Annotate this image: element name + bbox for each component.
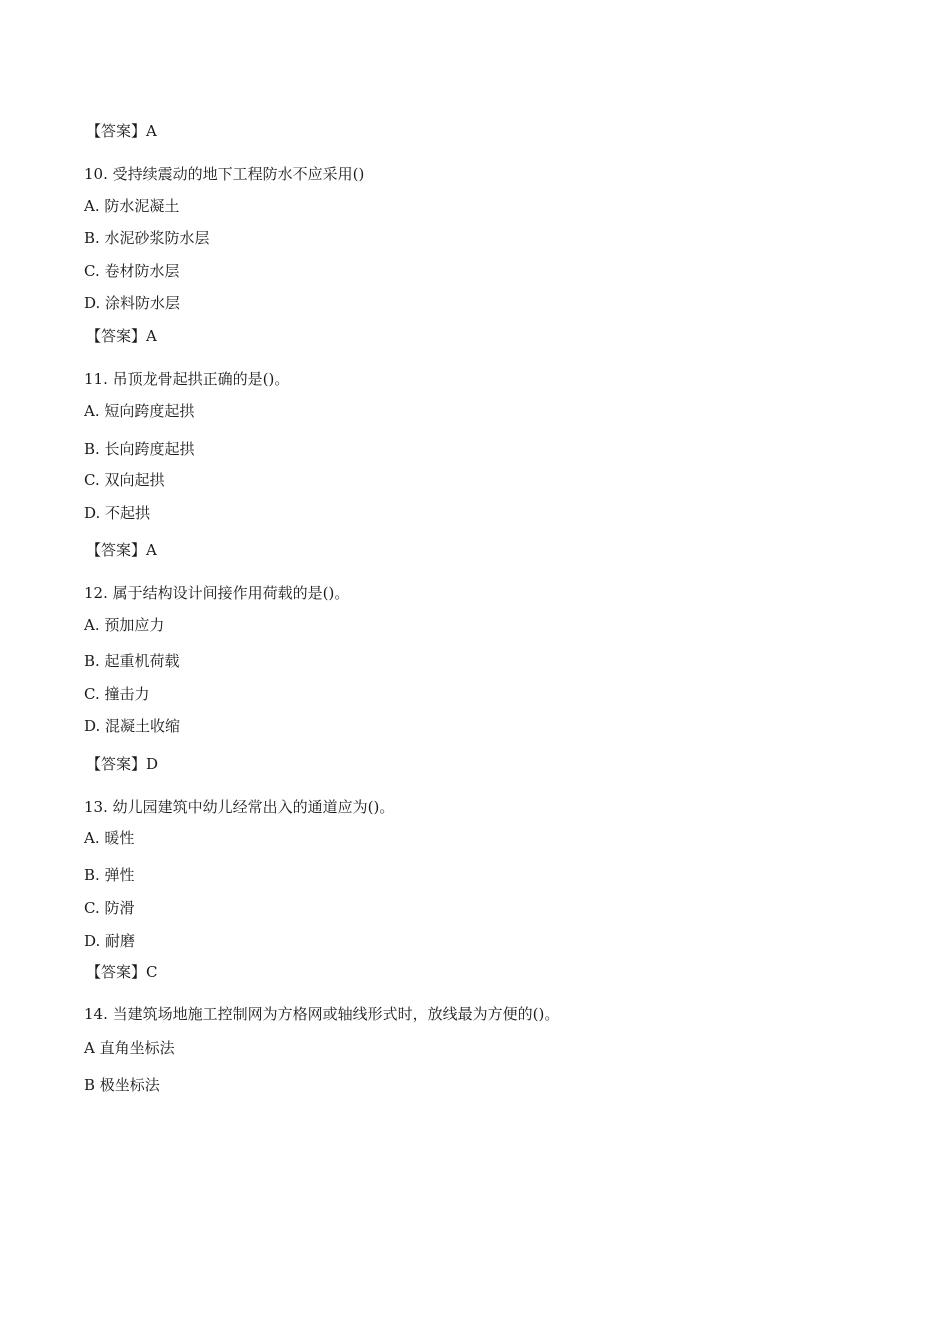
question-text: 10. 受持续震动的地下工程防水不应采用()	[84, 165, 365, 183]
answer-line: 【答案】A	[86, 122, 157, 140]
question-text: 11. 吊顶龙骨起拱正确的是()。	[84, 370, 290, 388]
answer-line: 【答案】C	[86, 963, 158, 981]
option-text: C. 防滑	[84, 899, 135, 917]
option-text: D. 耐磨	[84, 932, 136, 950]
option-text: C. 撞击力	[84, 685, 150, 703]
option-text: A. 暖性	[84, 829, 135, 847]
option-text: D. 涂料防水层	[84, 294, 181, 312]
option-text: A 直角坐标法	[84, 1039, 175, 1057]
question-text: 12. 属于结构设计间接作用荷载的是()。	[84, 584, 350, 602]
question-text: 14. 当建筑场地施工控制网为方格网或轴线形式时，放线最为方便的()。	[84, 1005, 560, 1023]
option-text: B. 水泥砂浆防水层	[84, 229, 210, 247]
option-text: B. 起重机荷载	[84, 652, 180, 670]
option-text: B 极坐标法	[84, 1076, 160, 1094]
option-text: D. 不起拱	[84, 504, 151, 522]
option-text: B. 长向跨度起拱	[84, 440, 195, 458]
answer-line: 【答案】A	[86, 327, 157, 345]
option-text: A. 预加应力	[84, 616, 165, 634]
question-text: 13. 幼儿园建筑中幼儿经常出入的通道应为()。	[84, 798, 395, 816]
option-text: C. 双向起拱	[84, 471, 165, 489]
option-text: A. 防水泥凝土	[84, 197, 180, 215]
option-text: B. 弹性	[84, 866, 135, 884]
answer-line: 【答案】D	[86, 755, 159, 773]
answer-line: 【答案】A	[86, 541, 157, 559]
option-text: A. 短向跨度起拱	[84, 402, 195, 420]
option-text: C. 卷材防水层	[84, 262, 180, 280]
option-text: D. 混凝土收缩	[84, 717, 181, 735]
